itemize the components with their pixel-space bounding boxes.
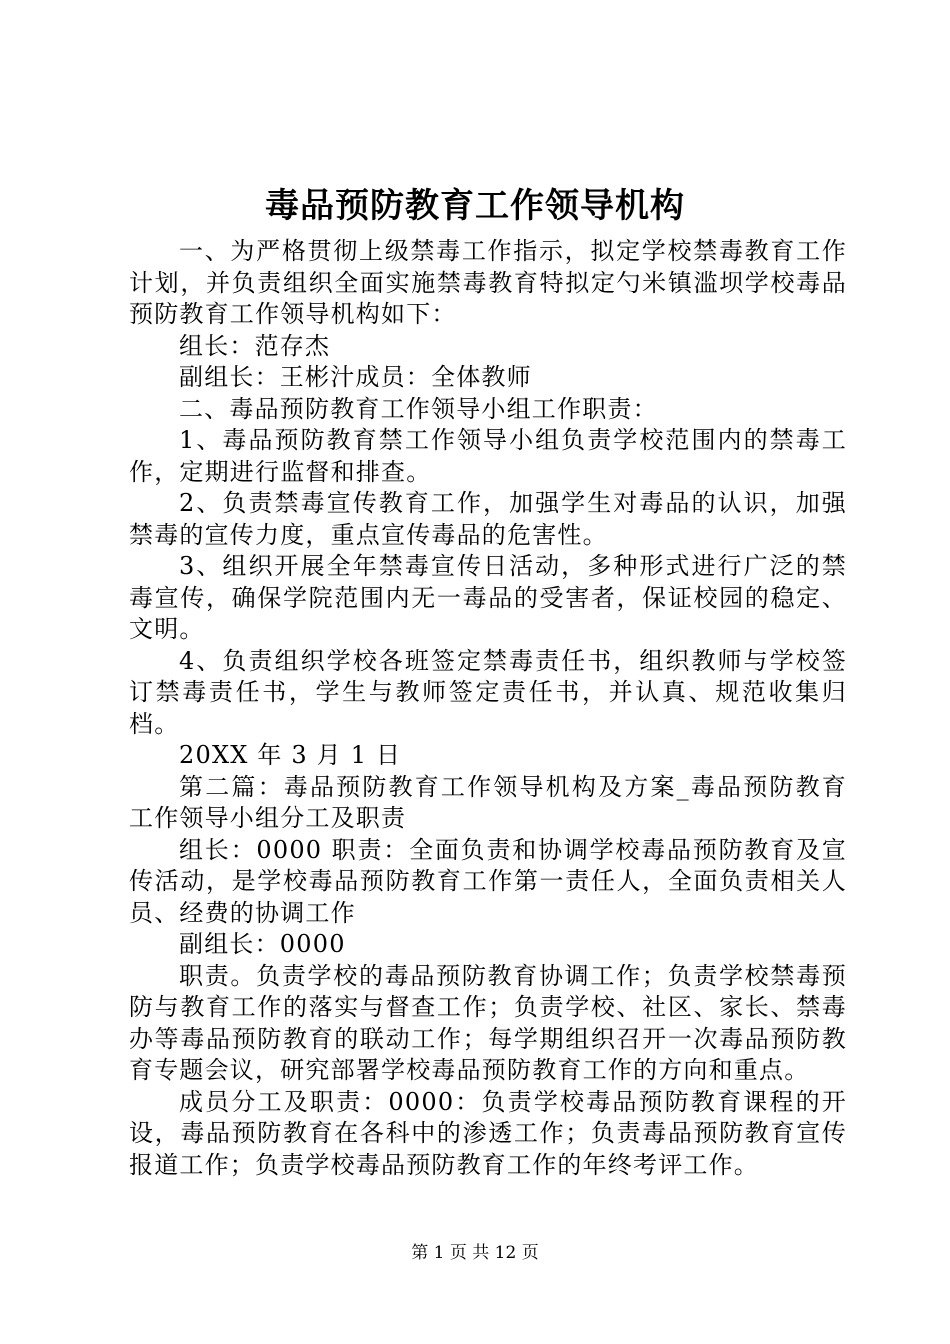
paragraph-duty-3: 3、组织开展全年禁毒宣传日活动，多种形式进行广泛的禁毒宣传，确保学院范围内无一毒品的受害者，保证校园的稳定、文明。 xyxy=(129,552,847,643)
paragraph-deputy-leader: 副组长：王彬汁成员：全体教师 xyxy=(179,363,532,391)
paragraph-duty-4: 4、负责组织学校各班签定禁毒责任书，组织教师与学校签订禁毒责任书，学生与教师签定责任书，并认真、规范收集归档。 xyxy=(129,646,847,738)
paragraph-intro: 一、为严格贯彻上级禁毒工作指示，拟定学校禁毒教育工作计划，并负责组织全面实施禁毒教育特拟定勺米镇滥坝学校毒品预防教育工作领导机构如下： xyxy=(129,237,847,328)
paragraph-duty-1: 1、毒品预防教育禁工作领导小组负责学校范围内的禁毒工作，定期进行监督和排查。 xyxy=(129,426,847,486)
paragraph-members-duty: 成员分工及职责：0000：负责学校毒品预防教育课程的开设，毒品预防教育在各科中的渗透工作；负责毒品预防教育宣传报道工作；负责学校毒品预防教育工作的年终考评工作。 xyxy=(129,1087,847,1179)
paragraph-date: 20XX 年 3 月 1 日 xyxy=(179,741,402,769)
paragraph-duties-heading: 二、毒品预防教育工作领导小组工作职责： xyxy=(179,394,658,423)
paragraph-leader-duty: 组长：0000 职责：全面负责和协调学校毒品预防教育及宣传活动，是学校毒品预防教育工作第一责任人，全面负责相关人员、经费的协调工作 xyxy=(129,835,847,927)
page-footer xyxy=(0,1241,950,1265)
paragraph-duty-2: 2、负责禁毒宣传教育工作，加强学生对毒品的认识，加强禁毒的宣传力度，重点宣传毒品的危害性。 xyxy=(129,489,847,549)
document-title: 毒品预防教育工作领导机构 xyxy=(265,186,685,226)
page-total: 共 12 页 xyxy=(472,1243,539,1263)
document-body xyxy=(129,236,847,1181)
paragraph-leader: 组长：范存杰 xyxy=(179,331,331,360)
paragraph-deputy-leader-2: 副组长：0000 xyxy=(179,930,346,958)
paragraph-part-two-heading: 第二篇：毒品预防教育工作领导机构及方案_毒品预防教育工作领导小组分工及职责 xyxy=(129,772,847,832)
paragraph-deputy-duty: 职责。负责学校的毒品预防教育协调工作；负责学校禁毒预防与教育工作的落实与督查工作；负责学校、社区、家长、禁毒办等毒品预防教育的联动工作；每学期组织召开一次毒品预防教育专题会议，研究部署学校毒品预防教育工作的方向和重点。 xyxy=(129,961,847,1084)
page-number: 第 1 页 xyxy=(411,1243,467,1263)
